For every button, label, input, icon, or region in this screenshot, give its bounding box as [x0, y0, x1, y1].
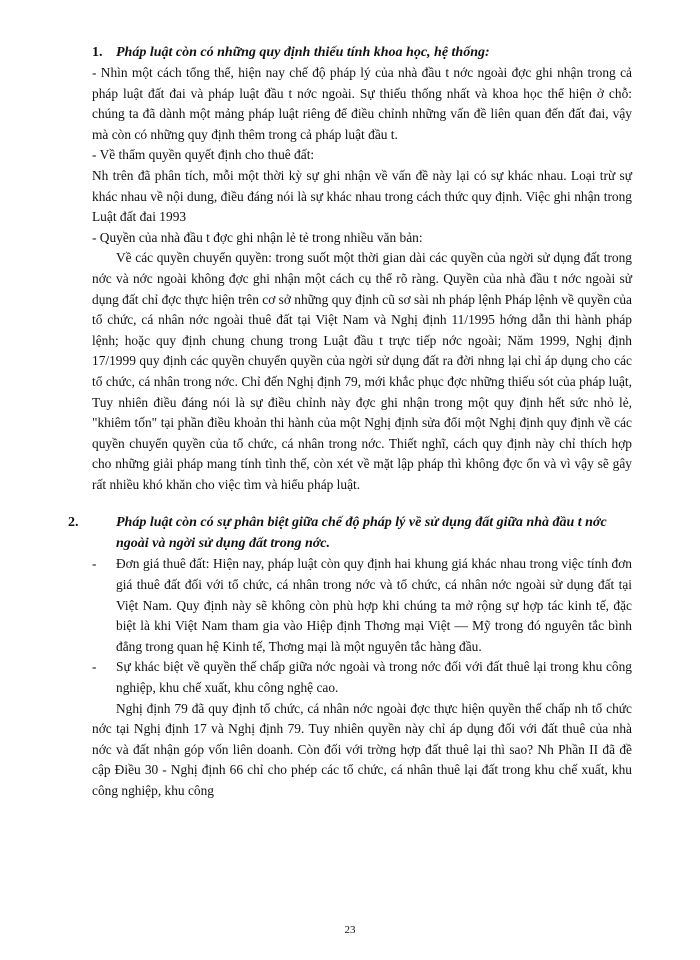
list-item: [92, 554, 632, 657]
section-1-paragraph-2: - Về thẩm quyền quyết định cho thuê đất:: [92, 147, 315, 163]
section-2-number: 2.: [68, 515, 79, 531]
section-1-heading: [92, 42, 632, 63]
section-2-heading: [68, 512, 632, 554]
page-number: 23: [344, 924, 356, 936]
bullet-dash: -: [92, 556, 97, 572]
section-1-paragraph-4: - Quyền của nhà đầu t đợc ghi nhận lẻ tẻ trong nhiều văn bản:: [92, 229, 423, 245]
document-page: [68, 42, 632, 802]
section-gap: [92, 495, 632, 512]
bullet-text: Sự khác biệt về quyền thế chấp giữa nớc ngoài và trong nớc đối với đất thuê lại trong khu công nghiệp, khu chế xuất, khu công nghệ cao.: [116, 659, 632, 696]
section-1-paragraph-5: Về các quyền chuyển quyền: trong suốt một thời gian dài các quyền của ngời sử dụng đất trong nớc và nớc ngoài không đợc ghi nhận một cách cụ thể rõ ràng. Quyền của nhà đầu t nớc ngoài sử dụng đất chỉ đợc thực hiện trên cơ sở những quy định cũ sơ sài nh pháp lệnh Pháp lệnh về quyền của tổ chức, cá nhân nớc ngoài thuê đất tại Việt Nam và Nghị định 11/1995 hớng dẫn thi hành pháp lệnh; hoặc quy định chung chung trong Luật đầu t trực tiếp nớc ngoài; Năm 1999, Nghị định 17/1999 quy định các quyền chuyển quyền của ngời sử dụng đất ra đời nhng lại chỉ áp dụng cho các tổ chức, cá nhân trong nớc. Chỉ đến Nghị định 79, mới khắc phục đợc những thiếu sót của pháp luật, Tuy nhiên điều đáng nói là sự điều chỉnh này đợc ghi nhận trong một quy định hết sức nhỏ lẻ, "khiêm tốn" tại phần điều khoản thi hành của một Nghị định sửa đổi một Nghị định quy định về các quyền chuyển quyền của tổ chức, cá nhân trong nớc. Thiết nghĩ, cách quy định này chỉ thích hợp cho những giải pháp mang tính tình thế, còn xét về mặt lập pháp thì không đợc ổn và vì vậy sẽ gây rất nhiều khó khăn cho việc tìm và hiểu pháp luật.: [92, 250, 632, 492]
section-2-bullet-list: [92, 554, 632, 698]
bullet-text: Đơn giá thuê đất: Hiện nay, pháp luật còn quy định hai khung giá khác nhau trong việc tính đơn giá thuê đất đối với tổ chức, cá nhân trong nớc và tổ chức, cá nhân nớc ngoài sử dụng đất tại Việt Nam. Quy định này sẽ không còn phù hợp khi chúng ta mở rộng sự hợp tác kinh tế, đặc biệt là khi Việt Nam tham gia vào Hiệp định Thơng mại Việt — Mỹ trong đó nguyên tắc bình đẳng trong quan hệ Kinh tế, Thơng mại là một nguyên tắc hàng đầu.: [116, 556, 632, 654]
section-2-title: Pháp luật còn có sự phân biệt giữa chế độ pháp lý về sử dụng đất giữa nhà đầu t nớc ngoài và ngời sử dụng đất trong nớc.: [116, 515, 607, 552]
section-1-number: 1.: [92, 45, 103, 60]
bullet-dash: -: [92, 659, 97, 675]
section-1-title: Pháp luật còn có những quy định thiếu tính khoa học, hệ thống:: [116, 45, 490, 60]
section-1-paragraph-1: - Nhìn một cách tổng thể, hiện nay chế độ pháp lý của nhà đầu t nớc ngoài đợc ghi nhận trong cả pháp luật đất đai và pháp luật đầu t nớc ngoài. Sự thiếu thống nhất và khoa học thể hiện ở chỗ: chúng ta đã dành một mảng pháp luật riêng để điều chỉnh những vấn đề liên quan đến đất đai, vậy mà còn có những quy định thêm trong cả pháp luật đầu t.: [92, 65, 632, 142]
list-item: [92, 657, 632, 698]
section-1-paragraph-3: Nh trên đã phân tích, mỗi một thời kỳ sự ghi nhận về vấn đề này lại có sự khác nhau. Loại trừ sự khác nhau về nội dung, điều đáng nói là sự khác nhau trong cách thức quy định. Việc ghi nhận trong Luật đất đai 1993: [92, 167, 632, 225]
section-2-closing-paragraph: Nghị định 79 đã quy định tổ chức, cá nhân nớc ngoài đợc thực hiện quyền thế chấp nh tổ chức nớc tại Nghị định 17 và Nghị định 79. Tuy nhiên quyền này chỉ áp dụng đối với đất thuê của nhà nớc và đất nhận góp vốn liên doanh. Còn đối với trờng hợp đất thuê lại thì sao? Nh Phần II đã đề cập Điều 30 - Nghị định 66 chỉ cho phép các tổ chức, cá nhân thuê lại đất trong khu chế xuất, khu công nghiệp, khu công: [92, 700, 632, 798]
